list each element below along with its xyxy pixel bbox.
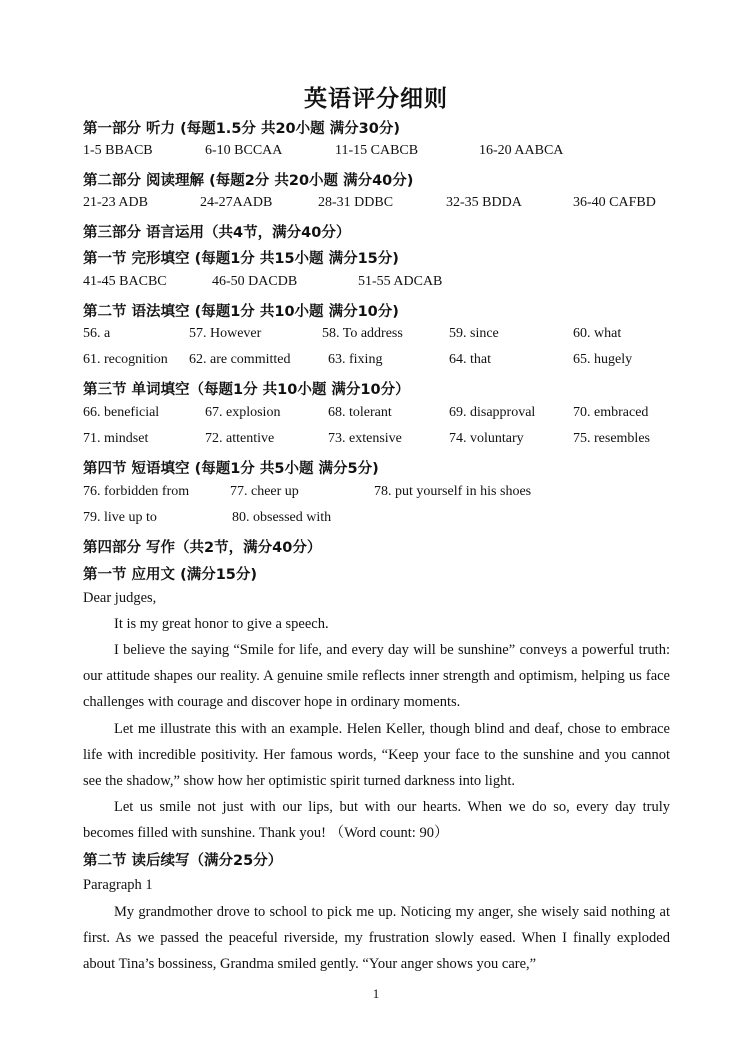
answer-item: 56. a (83, 326, 111, 341)
grammar-answers-row2 (0, 352, 752, 372)
essay-paragraph: Let us smile not just with our lips, but with our hearts. When we do so, every day truly becomes filled with sunshine. Thank you! （Word count: 90） (83, 799, 670, 842)
answer-group: 51-55 ADCAB (358, 274, 443, 289)
answer-item: 80. obsessed with (232, 510, 332, 525)
part4-heading: 第四部分 写作（共2节，满分40分） (83, 540, 322, 556)
answer-group: 21-23 ADB (83, 195, 148, 210)
answer-item: 57. However (189, 326, 262, 341)
answer-item: 68. tolerant (328, 405, 392, 420)
answer-group: 46-50 DACDB (212, 274, 298, 289)
grammar-answers-row1 (0, 326, 752, 346)
continuation-paragraph: My grandmother drove to school to pick me up. Noticing my anger, she wisely said nothing at first. As we passed the peaceful riverside, my frustration slowly eased. When I finally exploded about Tina’s bossiness, Grandma smiled gently. “Your anger shows you care,” (83, 904, 670, 973)
answer-item: 76. forbidden from (83, 484, 190, 499)
part3-section3-heading: 第三节 单词填空（每题1分 共10小题 满分10分） (83, 382, 410, 398)
part3-section1-heading: 第一节 完形填空 (每题1分 共15小题 满分15分) (83, 251, 399, 267)
answer-item: 61. recognition (83, 352, 168, 367)
answer-group: 32-35 BDDA (446, 195, 522, 210)
answer-item: 70. embraced (573, 405, 649, 420)
word-answers-row1 (0, 405, 752, 425)
phrase-answers-row1 (0, 484, 752, 504)
part4-section2-heading: 第二节 读后续写（满分25分） (83, 853, 283, 869)
answer-group: 1-5 BBACB (83, 143, 153, 158)
part3-section2-heading: 第二节 语法填空 (每题1分 共10小题 满分10分) (83, 304, 399, 320)
answer-item: 73. extensive (328, 431, 402, 446)
answer-group: 36-40 CAFBD (573, 195, 656, 210)
answer-item: 63. fixing (328, 352, 383, 367)
part4-section1-heading: 第一节 应用文 (满分15分) (83, 567, 258, 583)
answer-item: 59. since (449, 326, 499, 341)
part3-heading: 第三部分 语言运用（共4节，满分40分） (83, 225, 351, 241)
part1-heading: 第一部分 听力 (每题1.5分 共20小题 满分30分) (83, 121, 400, 137)
answer-item: 72. attentive (205, 431, 275, 446)
essay-paragraph: I believe the saying “Smile for life, and every day will be sunshine” conveys a powerful truth: our attitude shapes our reality. A genuine smile reflects inner strength and optimism, helping us face challenges with courage and discover hope in ordinary moments. (83, 642, 670, 711)
answer-item: 75. resembles (573, 431, 650, 446)
answer-group: 16-20 AABCA (479, 143, 564, 158)
answer-item: 78. put yourself in his shoes (374, 484, 532, 499)
answer-item: 71. mindset (83, 431, 149, 446)
essay-paragraph: Let me illustrate this with an example. Helen Keller, though blind and deaf, chose to embrace life with incredible positivity. Her famous words, “Keep your face to the sunshine and you cannot see the shadow,” show how her optimistic spirit turned darkness into light. (83, 721, 670, 790)
answer-group: 6-10 BCCAA (205, 143, 283, 158)
part3-section4-heading: 第四节 短语填空 (每题1分 共5小题 满分5分) (83, 461, 379, 477)
answer-item: 74. voluntary (449, 431, 524, 446)
answer-item: 64. that (449, 352, 491, 367)
answer-item: 67. explosion (205, 405, 281, 420)
cloze-answers (0, 274, 752, 294)
answer-group: 24-27AADB (200, 195, 273, 210)
answer-item: 79. live up to (83, 510, 157, 525)
part2-heading: 第二部分 阅读理解 (每题2分 共20小题 满分40分) (83, 173, 414, 189)
answer-group: 11-15 CABCB (335, 143, 419, 158)
answer-item: 66. beneficial (83, 405, 160, 420)
phrase-answers-row2 (0, 510, 752, 530)
answer-item: 58. To address (322, 326, 403, 341)
paragraph-label: Paragraph 1 (83, 877, 153, 893)
salutation: Dear judges, (83, 590, 157, 606)
answer-item: 62. are committed (189, 352, 291, 367)
essay-paragraph: It is my great honor to give a speech. (114, 616, 329, 632)
part2-answers (0, 195, 752, 215)
page-number: 1 (372, 986, 380, 1001)
page-title: 英语评分细则 (304, 86, 448, 112)
answer-item: 65. hugely (573, 352, 633, 367)
answer-item: 60. what (573, 326, 622, 341)
answer-group: 41-45 BACBC (83, 274, 167, 289)
answer-item: 77. cheer up (230, 484, 299, 499)
answer-item: 69. disapproval (449, 405, 536, 420)
part1-answers (0, 143, 752, 163)
answer-group: 28-31 DDBC (318, 195, 394, 210)
word-answers-row2 (0, 431, 752, 451)
